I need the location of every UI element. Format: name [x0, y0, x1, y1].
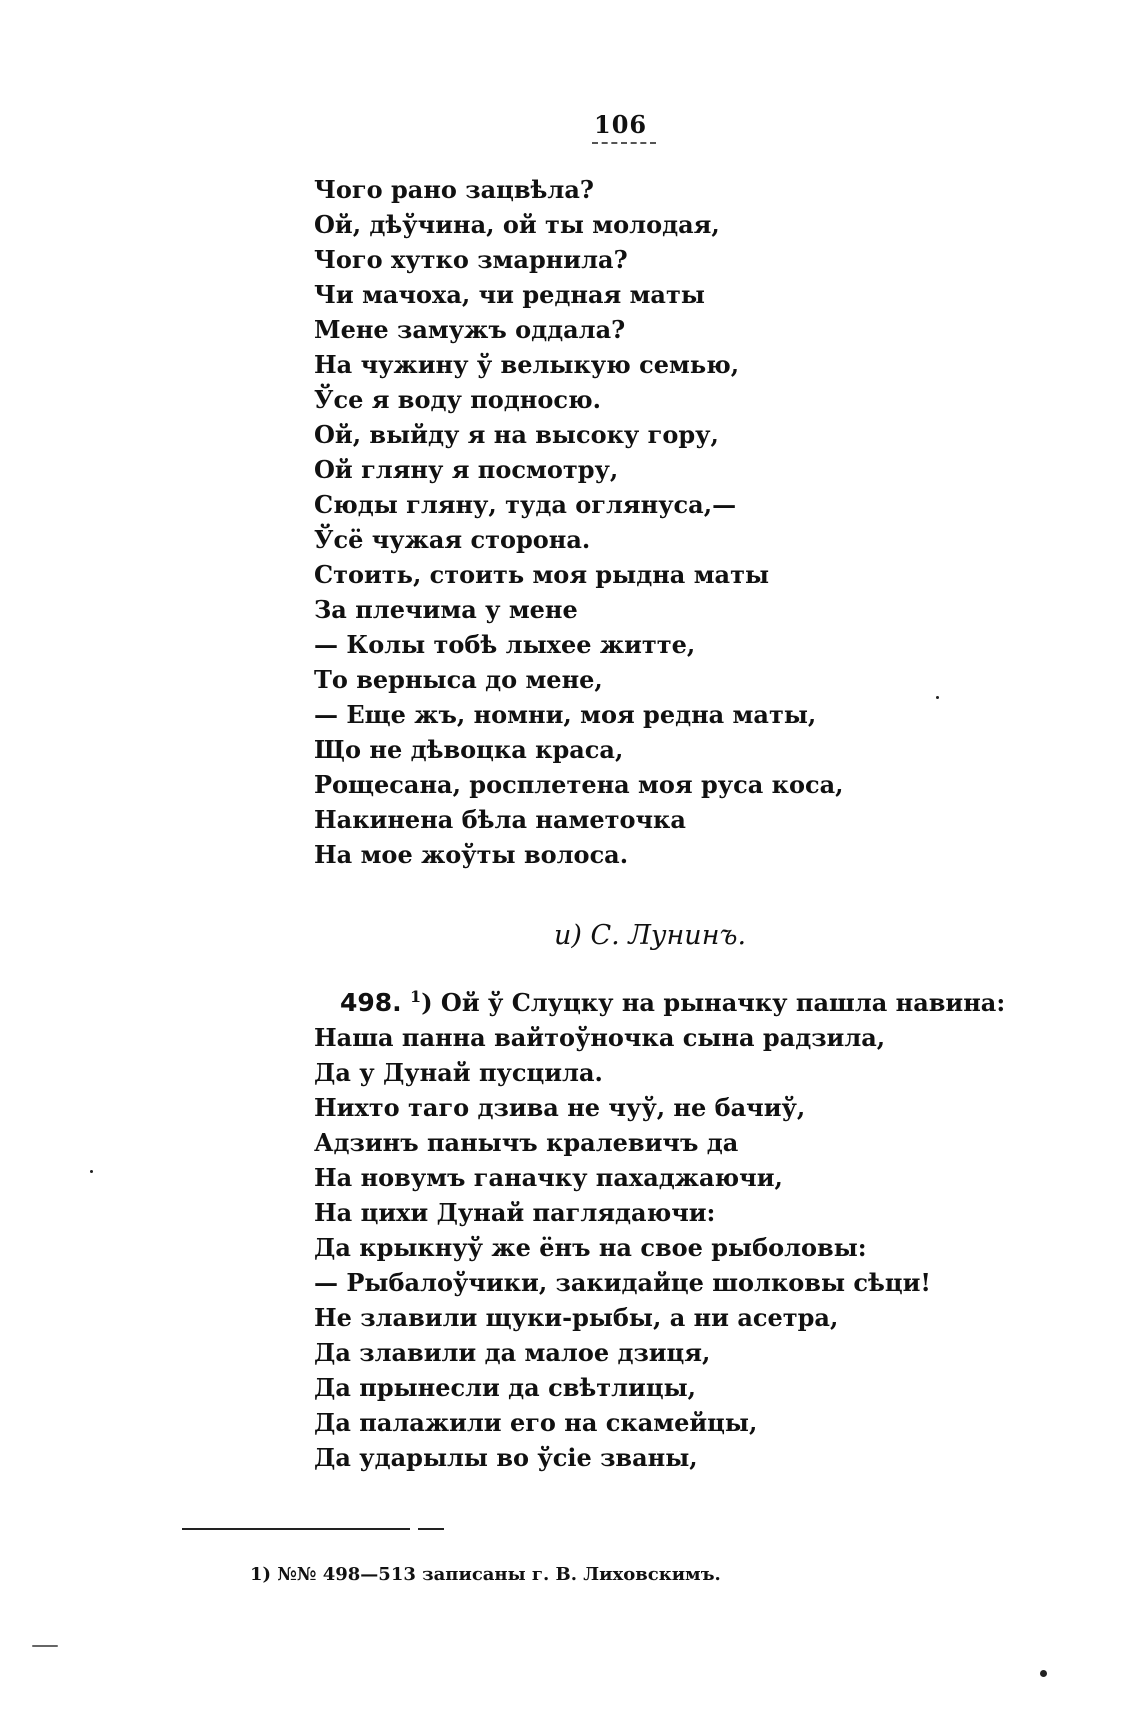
- poem-line: Ой, выйду я на высоку гору,: [314, 420, 719, 449]
- song-line: Адзинъ панычъ кралевичъ да: [314, 1128, 739, 1157]
- footnote-text: №№ 498—513 записаны г. В. Лиховскимъ.: [277, 1564, 721, 1585]
- song-first-line: [340, 985, 1005, 1020]
- song-line: На цихи Дунай паглядаючи:: [314, 1198, 716, 1227]
- poem-continuation: [314, 172, 1014, 872]
- song-line: Да у Дунай пусцила.: [314, 1058, 603, 1087]
- footnote-divider-short: [418, 1528, 444, 1530]
- song-line: Да ударылы во ўсіе званы,: [314, 1443, 698, 1472]
- section-heading: и) С. Лунинъ.: [554, 920, 747, 951]
- poem-line: Ўсё чужая сторона.: [314, 525, 591, 554]
- poem-line: Чи мачоха, чи редная маты: [314, 280, 705, 309]
- song-line: Да злавили да малое дзиця,: [314, 1338, 711, 1367]
- song-line: Да крыкнуў же ёнъ на свое рыболовы:: [314, 1233, 867, 1262]
- song-line: Да прынесли да свѣтлицы,: [314, 1373, 696, 1402]
- footnote-reference: 1: [410, 987, 422, 1006]
- poem-line: Сюды гляну, туда оглянуса,—: [314, 490, 737, 519]
- print-speck: [1040, 1670, 1047, 1677]
- page-number: 106: [594, 110, 648, 139]
- song-line: На новумъ ганачку пахаджаючи,: [314, 1163, 783, 1192]
- footnote-marker: 1): [250, 1564, 272, 1585]
- song-line: — Рыбалоўчики, закидайце шолковы сѣци!: [314, 1268, 931, 1297]
- print-speck: [90, 1170, 93, 1173]
- poem-line: На мое жоўты волоса.: [314, 840, 629, 869]
- poem-line: Мене замужъ оддала?: [314, 315, 626, 344]
- poem-line: Рощесана, росплетена моя руса коса,: [314, 770, 844, 799]
- song-number: 498.: [340, 988, 402, 1017]
- song-line: Ой ў Слуцку на рыначку пашла навина:: [440, 988, 1006, 1017]
- poem-line: Чого рано зацвѣла?: [314, 175, 594, 204]
- poem-line: Чого хутко змарнила?: [314, 245, 628, 274]
- print-speck: [936, 696, 939, 699]
- poem-line: Накинена бѣла наметочка: [314, 805, 686, 834]
- print-speck: [32, 1645, 58, 1647]
- song-line: Да палажили его на скамейцы,: [314, 1408, 758, 1437]
- song-line: Нихто таго дзива не чуў, не бачиў,: [314, 1093, 806, 1122]
- page-number-underline: [592, 142, 656, 144]
- footnote-divider: [182, 1528, 410, 1530]
- poem-line: — Еще жъ, номни, моя редна маты,: [314, 700, 817, 729]
- poem-line: Стоить, стоить моя рыдна маты: [314, 560, 770, 589]
- poem-line: Ўсе я воду подносю.: [314, 385, 601, 414]
- poem-line: За плечима у мене: [314, 595, 578, 624]
- poem-line: Що не дѣвоцка краса,: [314, 735, 624, 764]
- song-line: Наша панна вайтоўночка сына радзила,: [314, 1023, 886, 1052]
- poem-line: То верныса до мене,: [314, 665, 603, 694]
- footnote: [250, 1564, 721, 1585]
- footnote-reference-paren: ): [421, 988, 433, 1017]
- song-line: Не злавили щуки-рыбы, а ни асетра,: [314, 1303, 839, 1332]
- song-body: [314, 1020, 1014, 1475]
- poem-line: На чужину ў велыкую семью,: [314, 350, 740, 379]
- poem-line: — Колы тобѣ лыхее житте,: [314, 630, 696, 659]
- poem-line: Ой гляну я посмотру,: [314, 455, 619, 484]
- poem-line: Ой, дѣўчина, ой ты молодая,: [314, 210, 720, 239]
